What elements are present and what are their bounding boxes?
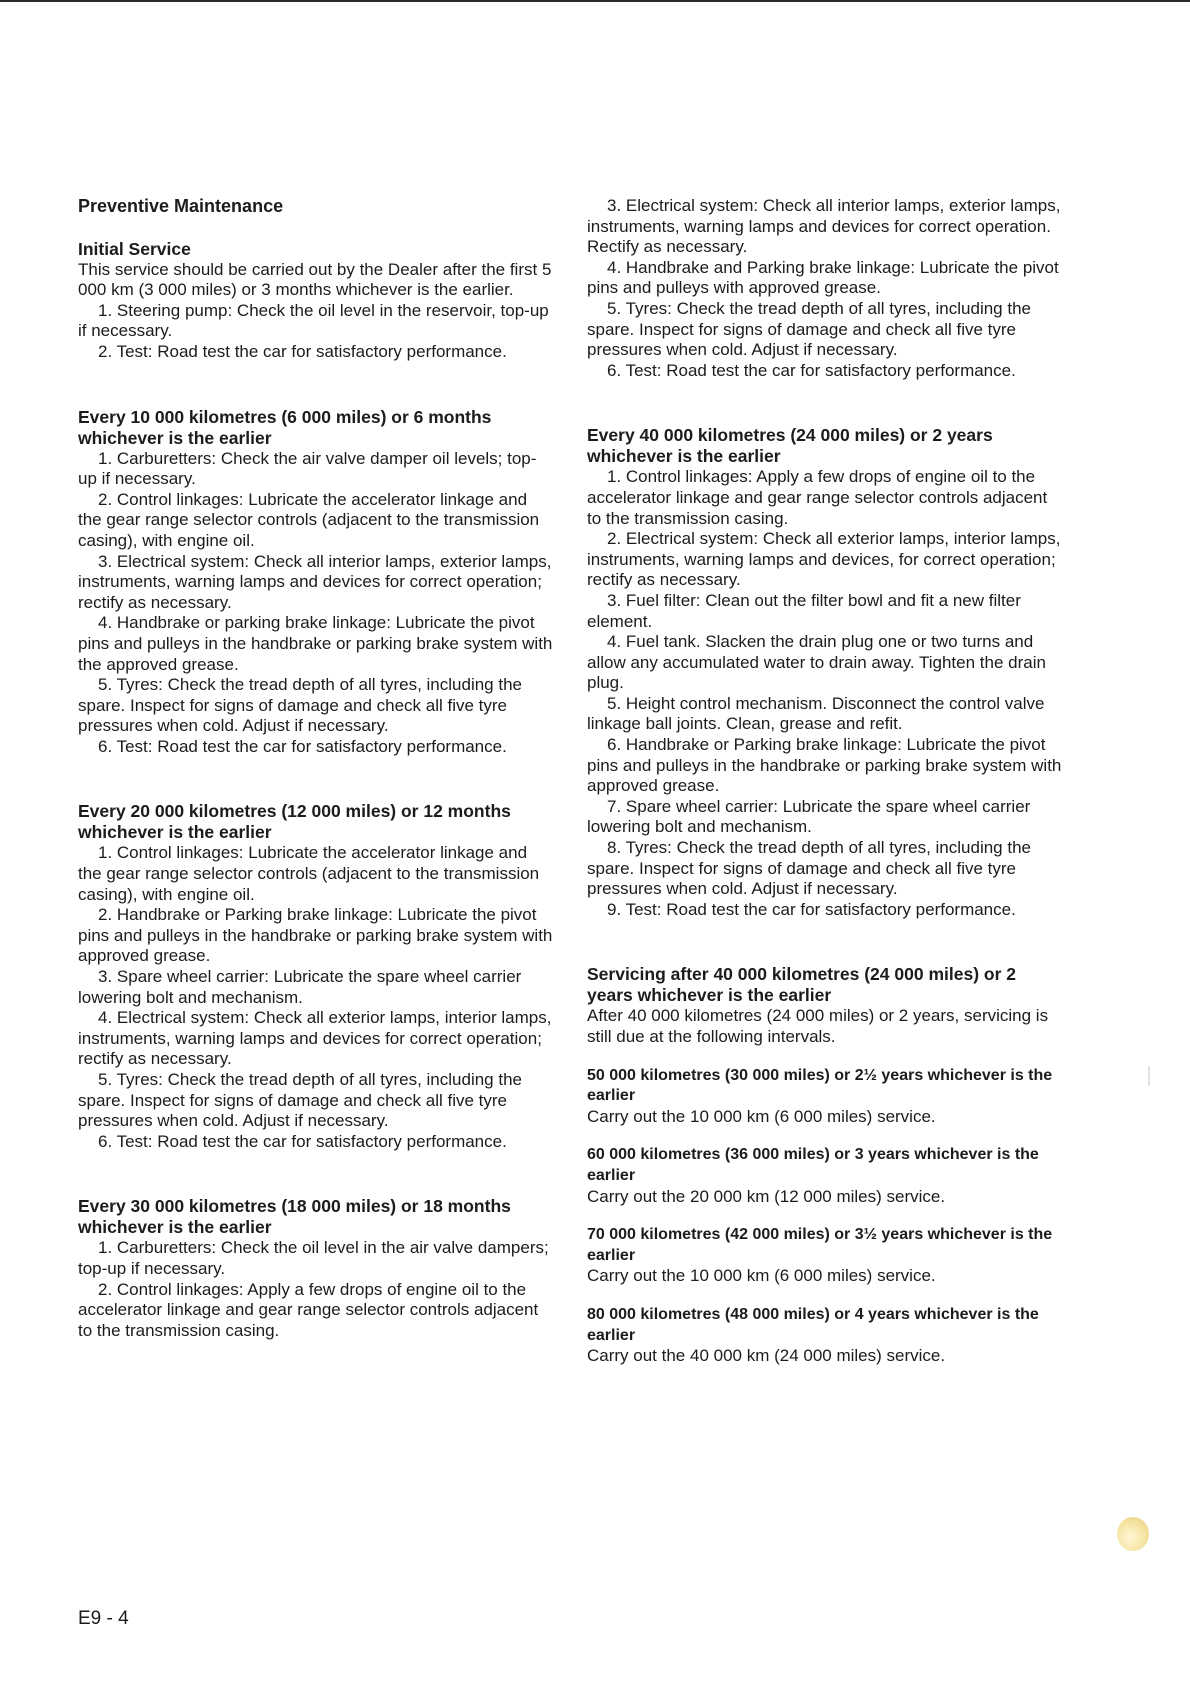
after-40000-intro: After 40 000 kilometres (24 000 miles) or 2 years, servicing is still due at the following intervals. <box>587 1006 1049 1046</box>
interval-text: Carry out the 40 000 km (24 000 miles) service. <box>587 1346 946 1366</box>
service-10000-heading: Every 10 000 kilometres (6 000 miles) or 6 months whichever is the earlier <box>78 406 492 448</box>
service-40000-heading: Every 40 000 kilometres (24 000 miles) or 2 years whichever is the earlier <box>587 425 993 467</box>
list-item: 2. Control linkages: Apply a few drops of engine oil to the accelerator linkage and gear range selector controls adjacent to the transmission casing. <box>78 1279 539 1340</box>
service-40000-section <box>587 425 1063 920</box>
interval-80000 <box>587 1305 1063 1367</box>
service-10000-section <box>78 407 554 758</box>
list-item: 3. Electrical system: Check all interior lamps, exterior lamps, instruments, warning lamps and devices for correct operation. Rectify as necessary. <box>587 196 1061 257</box>
interval-60000 <box>587 1145 1063 1207</box>
list-item: 7. Spare wheel carrier: Lubricate the spare wheel carrier lowering bolt and mechanism. <box>587 796 1031 837</box>
list-item: 6. Handbrake or Parking brake linkage: Lubricate the pivot pins and pulleys in the handbrake or parking brake system with approved grease. <box>587 735 1062 796</box>
list-item: 5. Height control mechanism. Disconnect the control valve linkage ball joints. Clean, grease and refit. <box>587 693 1045 734</box>
interval-heading: 80 000 kilometres (48 000 miles) or 4 years whichever is the earlier <box>587 1305 1039 1344</box>
list-item: 4. Handbrake and Parking brake linkage: Lubricate the pivot pins and pulleys with approved grease. <box>587 257 1059 298</box>
list-item: 6. Test: Road test the car for satisfactory performance. <box>98 736 507 756</box>
interval-heading: 70 000 kilometres (42 000 miles) or 3½ years whichever is the earlier <box>587 1226 1053 1264</box>
top-border <box>0 0 1190 2</box>
after-40000-section <box>587 964 1063 1047</box>
interval-heading: 60 000 kilometres (36 000 miles) or 3 years whichever is the earlier <box>587 1146 1039 1184</box>
after-40000-heading: Servicing after 40 000 kilometres (24 000 miles) or 2 years whichever is the earlier <box>587 964 1016 1006</box>
list-item: 1. Control linkages: Apply a few drops of engine oil to the accelerator linkage and gear range selector controls adjacent to the transmission casing. <box>587 467 1048 528</box>
initial-service-section <box>78 239 554 363</box>
service-30000-section <box>78 1196 554 1341</box>
interval-text: Carry out the 20 000 km (12 000 miles) service. <box>587 1186 946 1206</box>
scan-mark <box>1148 1066 1150 1086</box>
page-title: Preventive Maintenance <box>78 196 284 216</box>
list-item: 4. Fuel tank. Slacken the drain plug one or two turns and allow any accumulated water to drain away. Tighten the drain plug. <box>587 632 1046 693</box>
list-item: 4. Handbrake or parking brake linkage: Lubricate the pivot pins and pulleys in the handbrake or parking brake system with the approved grease. <box>78 613 553 674</box>
interval-heading: 50 000 kilometres (30 000 miles) or 2½ years whichever is the earlier <box>587 1066 1053 1105</box>
list-item: 2. Electrical system: Check all exterior lamps, interior lamps, instruments, warning lamps and devices, for correct operation; rectify as necessary. <box>587 529 1061 590</box>
interval-text: Carry out the 10 000 km (6 000 miles) service. <box>587 1266 936 1286</box>
list-item: 2. Control linkages: Lubricate the accelerator linkage and the gear range selector controls (adjacent to the transmission casing), with engine oil. <box>78 489 540 550</box>
paper-stain <box>1117 1517 1149 1551</box>
initial-service-intro: This service should be carried out by the Dealer after the first 5 000 km (3 000 miles) or 3 months whichever is the earlier. <box>78 259 552 300</box>
interval-70000 <box>587 1225 1063 1287</box>
list-item: 5. Tyres: Check the tread depth of all tyres, including the spare. Inspect for signs of damage and check all five tyre pressures when cold. Adjust if necessary. <box>587 298 1031 360</box>
list-item: 1. Carburetters: Check the oil level in the air valve dampers; top-up if necessary. <box>78 1238 549 1278</box>
list-item: 6. Test: Road test the car for satisfactory performance. <box>607 360 1016 380</box>
list-item: 3. Fuel filter: Clean out the filter bowl and fit a new filter element. <box>587 590 1021 631</box>
service-30000-continued <box>587 196 1063 381</box>
service-30000-heading: Every 30 000 kilometres (18 000 miles) or 18 months whichever is the earlier <box>78 1196 511 1238</box>
initial-service-heading: Initial Service <box>78 238 191 259</box>
list-item: 9. Test: Road test the car for satisfactory performance. <box>607 899 1016 919</box>
list-item: 5. Tyres: Check the tread depth of all tyres, including the spare. Inspect for signs of damage and check all five tyre pressures when cold. Adjust if necessary. <box>78 675 522 736</box>
list-item: 1. Steering pump: Check the oil level in the reservoir, top-up if necessary. <box>78 300 549 341</box>
list-item: 3. Electrical system: Check all interior lamps, exterior lamps, instruments, warning lamps and devices for correct operation; rectify as necessary. <box>78 551 552 612</box>
service-20000-section <box>78 801 554 1152</box>
list-item: 1. Carburetters: Check the air valve damper oil levels; top-up if necessary. <box>78 448 537 489</box>
list-item: 8. Tyres: Check the tread depth of all tyres, including the spare. Inspect for signs of damage and check all five tyre pressures when cold. Adjust if necessary. <box>587 838 1031 899</box>
service-20000-heading: Every 20 000 kilometres (12 000 miles) or 12 months whichever is the earlier <box>78 801 511 843</box>
left-column <box>78 196 554 1385</box>
list-item: 3. Spare wheel carrier: Lubricate the spare wheel carrier lowering bolt and mechanism. <box>78 967 522 1007</box>
list-item: 4. Electrical system: Check all exterior lamps, interior lamps, instruments, warning lamps and devices for correct operation; rectify as necessary. <box>78 1008 552 1069</box>
list-item: 2. Test: Road test the car for satisfactory performance. <box>98 341 507 361</box>
list-item: 5. Tyres: Check the tread depth of all tyres, including the spare. Inspect for signs of damage and check all five tyre pressures when cold. Adjust if necessary. <box>78 1070 522 1131</box>
list-item: 1. Control linkages: Lubricate the accelerator linkage and the gear range selector controls (adjacent to the transmission casing), with engine oil. <box>78 843 540 904</box>
interval-50000 <box>587 1066 1063 1128</box>
page-number: E9 - 4 <box>78 1608 129 1629</box>
list-item: 6. Test: Road test the car for satisfactory performance. <box>98 1131 507 1151</box>
right-column <box>587 196 1063 1385</box>
list-item: 2. Handbrake or Parking brake linkage: Lubricate the pivot pins and pulleys in the handbrake or parking brake system with approved grease. <box>78 905 553 966</box>
interval-text: Carry out the 10 000 km (6 000 miles) service. <box>587 1106 936 1126</box>
